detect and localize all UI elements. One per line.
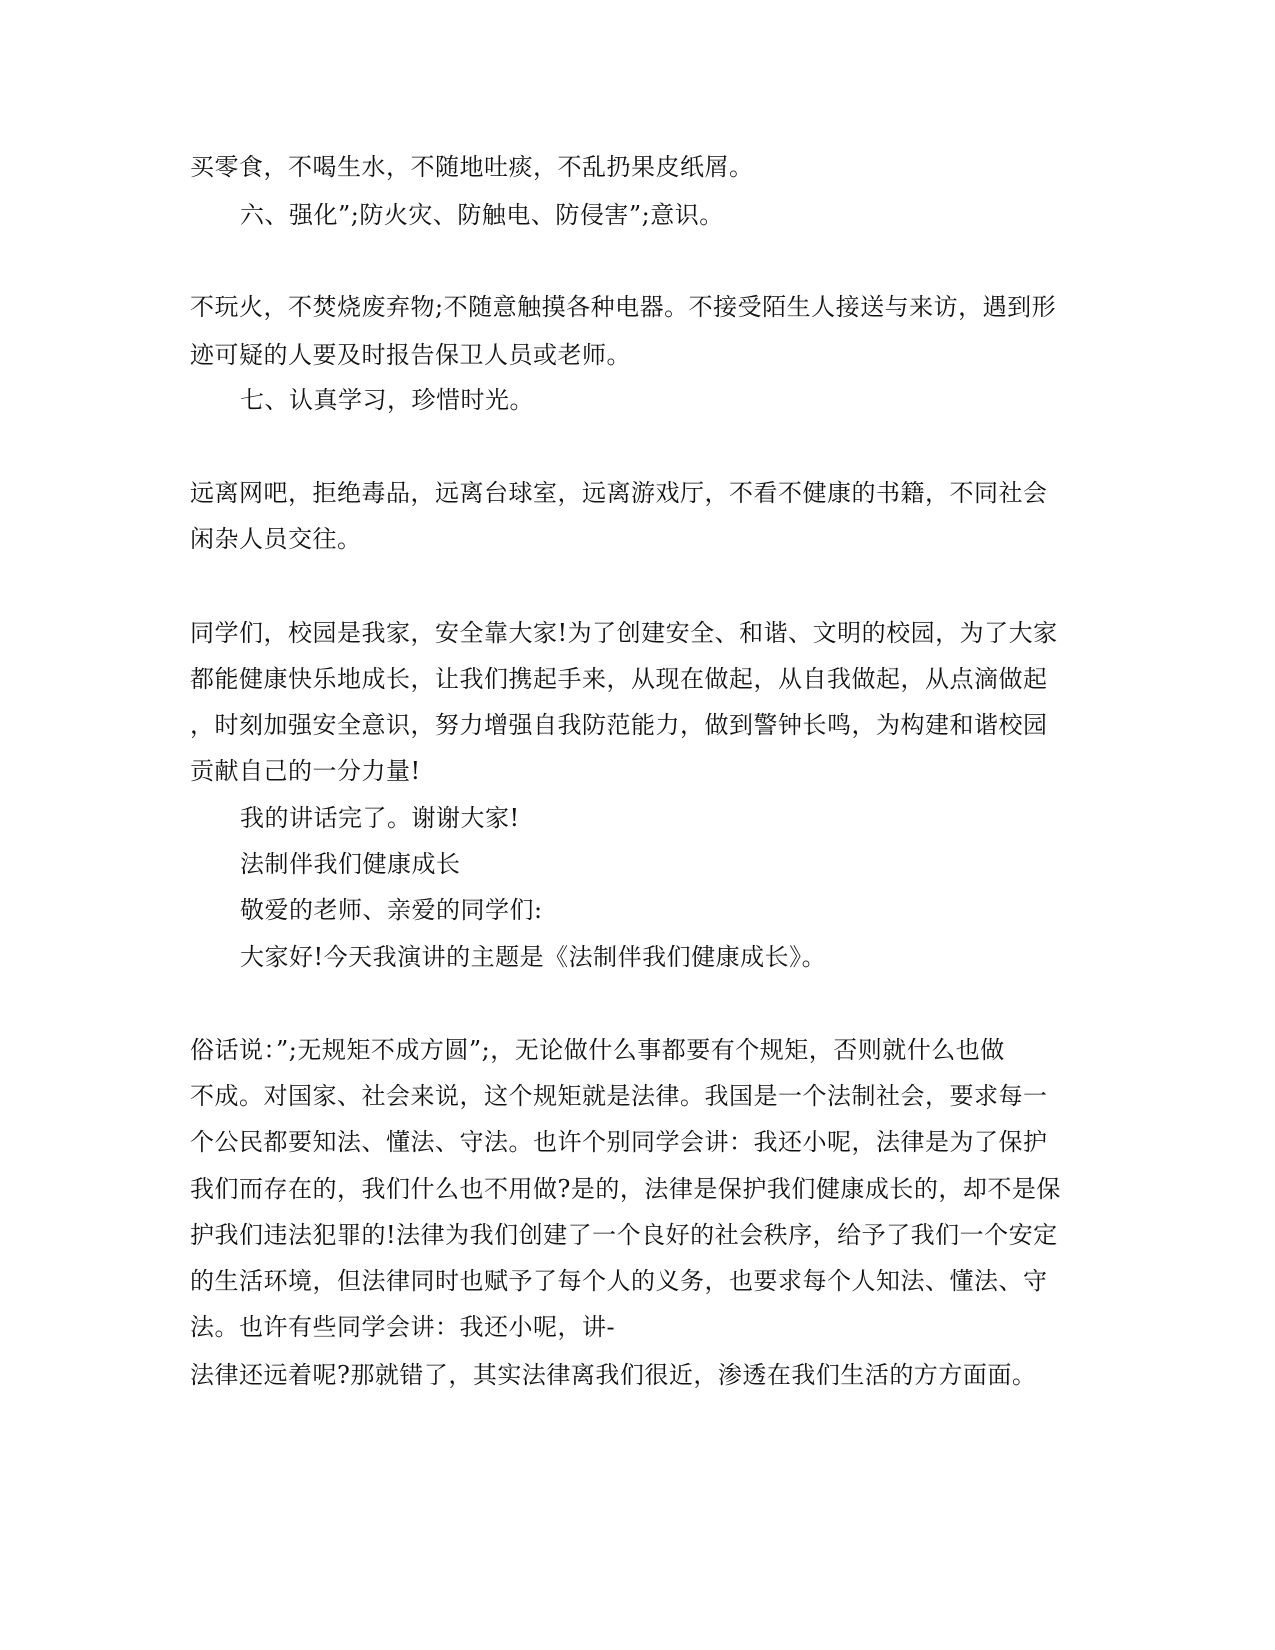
document-heading: 法制伴我们健康成长 [240, 850, 461, 878]
text-line: 都能健康快乐地成长，让我们携起手来，从现在做起，从自我做起，从点滴做起 [190, 665, 1048, 693]
text-line: 护我们违法犯罪的!法律为我们创建了一个良好的社会秩序，给予了我们一个安定 [190, 1221, 1058, 1249]
text-line: 法律还远着呢?那就错了，其实法律离我们很近，渗透在我们生活的方方面面。 [190, 1361, 1037, 1389]
text-line: 远离网吧，拒绝毒品，远离台球室，远离游戏厅，不看不健康的书籍，不同社会 [190, 479, 1048, 507]
text-line: 大家好!今天我演讲的主题是《法制伴我们健康成长》。 [240, 943, 827, 971]
text-line: 七、认真学习，珍惜时光。 [240, 386, 534, 414]
text-line: 买零食，不喝生水，不随地吐痰，不乱扔果皮纸屑。 [190, 153, 754, 181]
salutation: 敬爱的老师、亲爱的同学们: [240, 896, 543, 924]
text-line: 的生活环境，但法律同时也赋予了每个人的义务，也要求每个人知法、懂法、守 [190, 1267, 1048, 1295]
text-line: 不成。对国家、社会来说，这个规矩就是法律。我国是一个法制社会，要求每一 [190, 1082, 1048, 1110]
text-line: 闲杂人员交往。 [190, 525, 362, 553]
text-line: 个公民都要知法、懂法、守法。也许个别同学会讲：我还小呢，法律是为了保护 [190, 1128, 1048, 1156]
text-line: 法。也许有些同学会讲：我还小呢，讲- [190, 1313, 616, 1341]
text-line: ，时刻加强安全意识，努力增强自我防范能力，做到警钟长鸣，为构建和谐校园 [190, 711, 1048, 739]
text-line: 不玩火，不焚烧废弃物;不随意触摸各种电器。不接受陌生人接送与来访，遇到形 [190, 293, 1057, 321]
text-line: 同学们，校园是我家，安全靠大家!为了创建安全、和谐、文明的校园，为了大家 [190, 619, 1058, 647]
text-line: 我的讲话完了。谢谢大家! [240, 804, 520, 832]
text-line: 迹可疑的人要及时报告保卫人员或老师。 [190, 341, 631, 369]
text-line: 六、强化”;防火灾、防触电、防侵害”;意识。 [240, 201, 724, 229]
text-line: 我们而存在的，我们什么也不用做?是的，法律是保护我们健康成长的，却不是保 [190, 1175, 1061, 1203]
text-line: 贡献自己的一分力量! [190, 757, 421, 785]
text-line: 俗话说：”;无规矩不成方圆”;，无论做什么事都要有个规矩，否则就什么也做 [190, 1036, 1005, 1064]
